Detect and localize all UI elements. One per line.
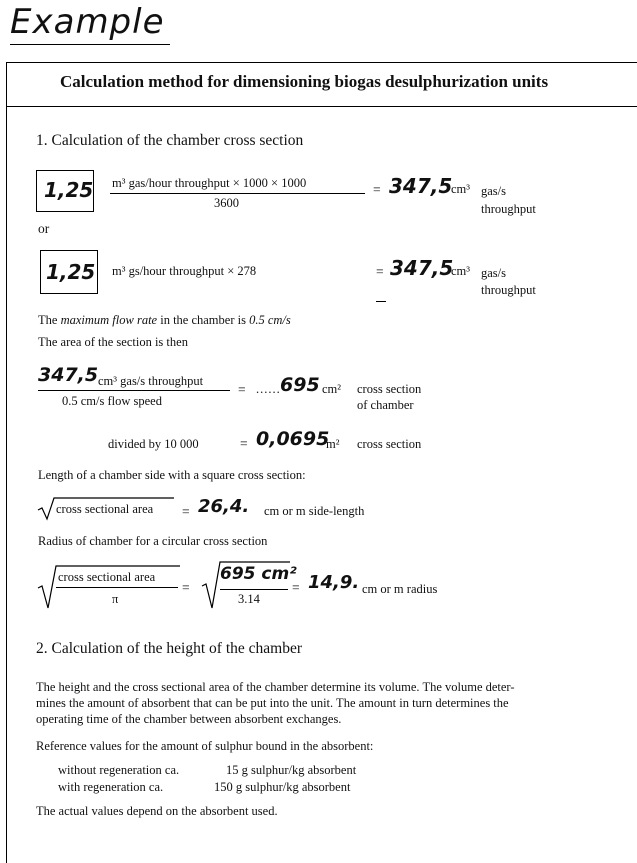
formula2-value: 347,5 bbox=[390, 256, 454, 280]
divided-equals: = bbox=[240, 436, 248, 451]
formula2-dash bbox=[376, 301, 386, 302]
formula1-numerator: m³ gas/hour throughput × 1000 × 1000 bbox=[112, 176, 307, 190]
reference-intro: Reference values for the amount of sulphur bound in the absorbent: bbox=[36, 739, 374, 753]
example-heading: Example bbox=[10, 2, 165, 42]
divided-label: divided by 10 000 bbox=[108, 437, 199, 451]
formula2-equals: = bbox=[376, 264, 384, 279]
divided-unit: m² bbox=[326, 437, 340, 451]
radius-intro: Radius of chamber for a circular cross section bbox=[38, 534, 268, 548]
radius-denominator: π bbox=[112, 592, 119, 606]
reference-2-label: with regeneration ca. bbox=[58, 780, 164, 794]
formula3-cross-section: cross section bbox=[357, 382, 422, 396]
formula1-gas-s: gas/s bbox=[481, 184, 506, 198]
radius-handwritten-area: 695 cm² bbox=[220, 564, 297, 584]
formula1-equals: = bbox=[373, 182, 381, 197]
side-value: 26,4. bbox=[198, 496, 250, 517]
radius-denominator-2: 3.14 bbox=[238, 592, 260, 606]
formula3-fraction-line bbox=[38, 390, 230, 391]
formula3-numerator-text: cm³ gas/s throughput bbox=[98, 374, 204, 388]
formula2-unit: cm³ bbox=[451, 264, 471, 278]
radius-value: 14,9. bbox=[308, 572, 360, 593]
formula3-unit: cm² bbox=[322, 382, 342, 396]
formula3-denominator: 0.5 cm/s flow speed bbox=[62, 394, 162, 408]
formula1-throughput: throughput bbox=[481, 202, 536, 216]
side-equals: = bbox=[182, 504, 190, 519]
reference-1-value: 15 g sulphur/kg absorbent bbox=[226, 763, 357, 777]
reference-2-value: 150 g sulphur/kg absorbent bbox=[214, 780, 351, 794]
formula3-value: 695 bbox=[280, 374, 320, 396]
box2-value: 1,25 bbox=[46, 260, 96, 284]
formula3-of-chamber: of chamber bbox=[357, 398, 414, 412]
formula3-dots: ...... bbox=[256, 382, 281, 396]
formula1-value: 347,5 bbox=[389, 174, 453, 198]
document-title: Calculation method for dimensioning biogas desulphurization units bbox=[60, 72, 549, 91]
formula1-unit: cm³ bbox=[451, 182, 471, 196]
divided-value: 0,0695 bbox=[256, 428, 330, 450]
formula2-gas-s: gas/s bbox=[481, 266, 506, 280]
formula1-fraction-line bbox=[110, 193, 365, 194]
formula1-denominator: 3600 bbox=[214, 196, 239, 210]
side-sqrt-text: cross sectional area bbox=[56, 502, 154, 516]
side-length-intro: Length of a chamber side with a square cross section: bbox=[38, 468, 306, 482]
formula3-equals: = bbox=[238, 382, 246, 397]
radius-numerator: cross sectional area bbox=[58, 570, 156, 584]
radius-equals-2: = bbox=[292, 580, 300, 595]
max-flow-pre: The bbox=[38, 313, 61, 327]
example-underline bbox=[10, 44, 170, 45]
paragraph-line-1: The height and the cross sectional area of the chamber determine its volume. The volume deter- bbox=[36, 680, 515, 694]
radius-equals: = bbox=[182, 580, 190, 595]
max-flow-em: maximum flow rate bbox=[60, 313, 158, 327]
divided-cross-section: cross section bbox=[357, 437, 422, 451]
max-flow-sentence bbox=[38, 313, 291, 328]
reference-1-label: without regeneration ca. bbox=[58, 763, 180, 777]
area-intro: The area of the section is then bbox=[38, 335, 188, 349]
section-2-heading: 2. Calculation of the height of the chamber bbox=[36, 640, 302, 657]
paragraph-line-2: mines the amount of absorbent that can be put into the unit. The amount in turn determines the bbox=[36, 696, 509, 710]
radius-fraction-line bbox=[56, 587, 178, 588]
side-unit: cm or m side-length bbox=[264, 504, 365, 518]
title-rule bbox=[6, 106, 637, 107]
or-label: or bbox=[38, 221, 50, 236]
max-flow-value: 0.5 cm/s bbox=[249, 313, 291, 327]
formula2-text: m³ gs/hour throughput × 278 bbox=[112, 264, 257, 278]
formula3-numerator-value: 347,5 bbox=[38, 364, 99, 386]
radius-fraction-line-2 bbox=[220, 589, 288, 590]
paragraph-line-3: operating time of the chamber between absorbent exchanges. bbox=[36, 712, 342, 726]
max-flow-mid: in the chamber is bbox=[157, 313, 250, 327]
actual-values-note: The actual values depend on the absorbent used. bbox=[36, 804, 278, 818]
radius-unit: cm or m radius bbox=[362, 582, 438, 596]
box1-value: 1,25 bbox=[44, 178, 94, 202]
formula2-throughput: throughput bbox=[481, 283, 536, 297]
section-1-heading: 1. Calculation of the chamber cross section bbox=[36, 132, 304, 149]
